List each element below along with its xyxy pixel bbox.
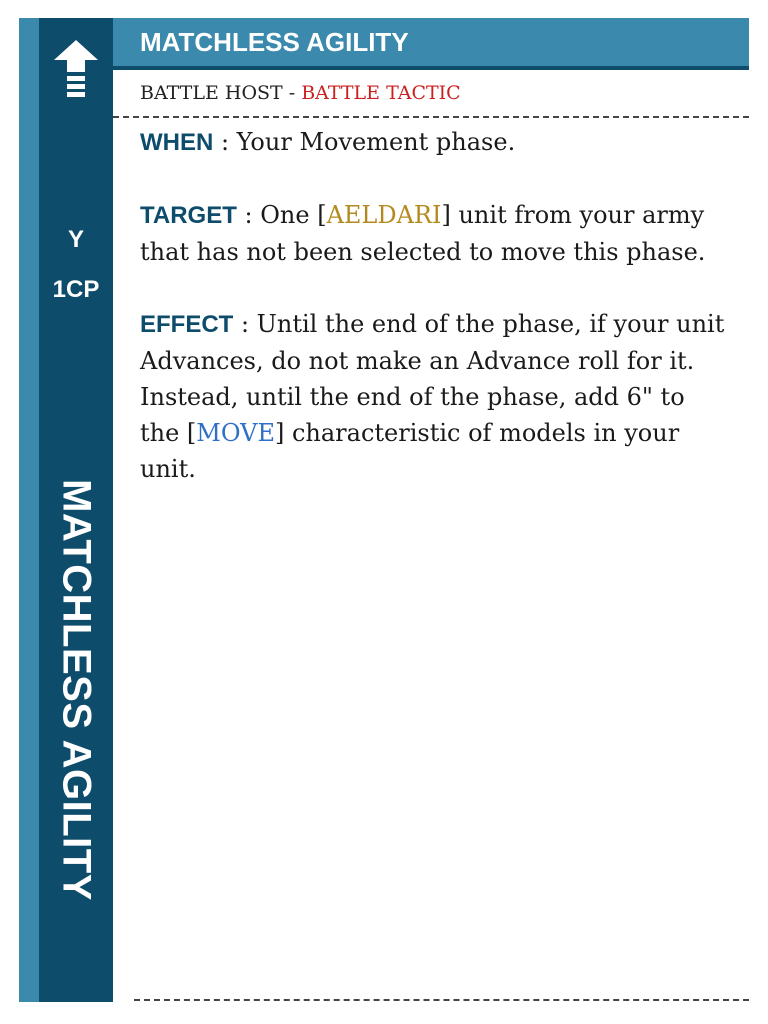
when-section [140, 124, 730, 161]
side-letter: Y [67, 226, 84, 253]
target-separator: : [236, 201, 261, 229]
side-title: MATCHLESS AGILITY [54, 479, 99, 901]
target-text-post: ] unit from your army that has not been selected to move this phase. [140, 201, 706, 266]
category-label: BATTLE HOST [140, 82, 283, 104]
when-separator: : [213, 128, 237, 156]
effect-separator: : [233, 310, 257, 338]
type-label: BATTLE TACTIC [301, 82, 461, 104]
divider-bottom [134, 999, 749, 1001]
effect-keyword: MOVE [196, 419, 275, 447]
when-text: Your Movement phase. [236, 128, 516, 156]
subtitle-separator: - [282, 82, 302, 104]
effect-section [140, 306, 730, 487]
target-section [140, 197, 730, 270]
header-bar [113, 18, 749, 70]
divider-top [113, 116, 749, 118]
effect-label: EFFECT [140, 311, 234, 338]
when-label: WHEN [140, 129, 214, 156]
cp-cost: 1CP [52, 276, 100, 303]
target-label: TARGET [140, 202, 237, 229]
card-subtitle [140, 82, 461, 104]
card-body [140, 124, 730, 523]
target-text-pre: One [ [260, 201, 327, 229]
target-keyword: AELDARI [326, 201, 442, 229]
effect-text-pre: Until the end of the phase, if your unit Advances, do not make an Advance roll for it. Instead, until the end of the phase, add 6" to the [ [140, 310, 725, 447]
up-arrow-icon [52, 38, 100, 98]
card-title: MATCHLESS AGILITY [140, 27, 409, 57]
effect-text-post: ] characteristic of models in your unit. [140, 419, 680, 483]
